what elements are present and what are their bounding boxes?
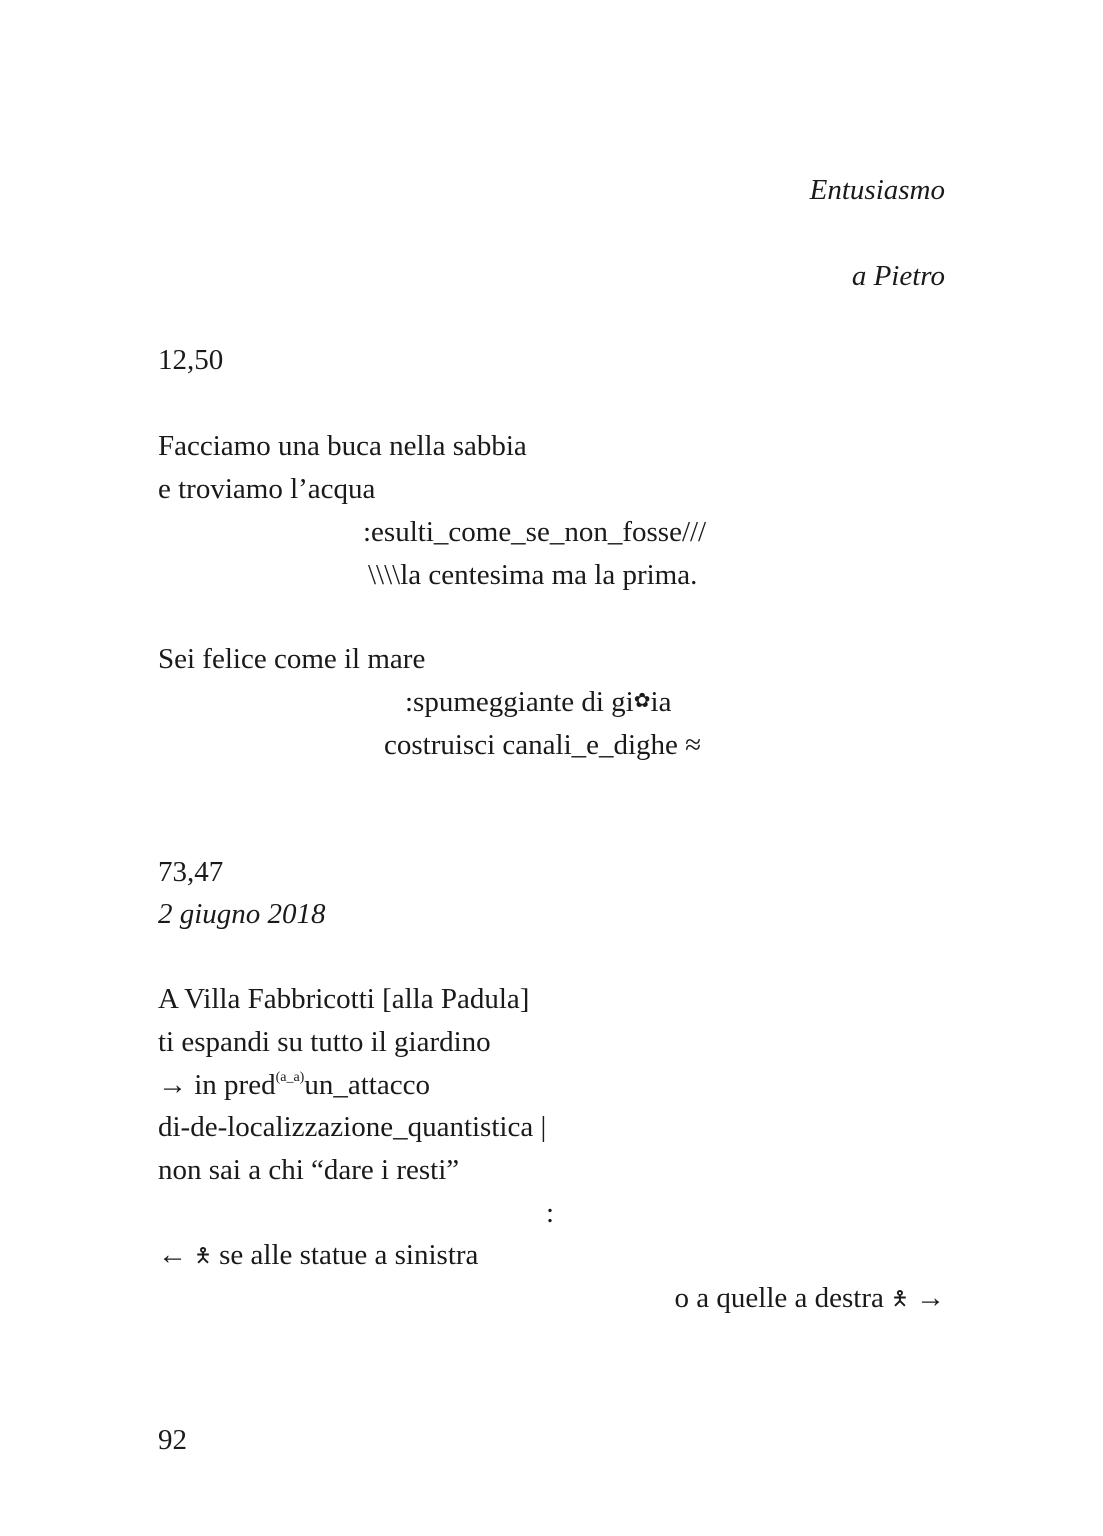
verse-line: e troviamo l’acqua [158, 473, 376, 505]
verse-text: un_attacco [304, 1069, 430, 1101]
person-figure-icon: 🯅 [891, 1288, 909, 1310]
section-date: 2 giugno 2018 [158, 898, 326, 930]
arrow-left-icon: ← [158, 1239, 187, 1271]
verse-line [158, 1241, 478, 1270]
verse-text: → in pred [158, 1069, 276, 1101]
page-number: 92 [158, 1424, 187, 1456]
verse-line: non sai a chi “dare i resti” [158, 1154, 460, 1186]
verse-line: ti espandi su tutto il giardino [158, 1026, 491, 1058]
section-time: 12,50 [158, 344, 224, 376]
verse-text: :spumeggiante di gi [405, 686, 634, 718]
arrow-right-icon: → [908, 1282, 945, 1314]
verse-line: A Villa Fabbricotti [alla Padula] [158, 983, 530, 1015]
verse-line [158, 1071, 430, 1100]
verse-line: :esulti_come_se_non_fosse/// [363, 516, 707, 548]
superscript: (a_a) [275, 1070, 305, 1085]
verse-line: \\\\la centesima ma la prima. [368, 559, 698, 591]
person-figure-icon: 🯅 [194, 1245, 212, 1267]
colon-mark: : [546, 1197, 555, 1229]
verse-line: Facciamo una buca nella sabbia [158, 430, 527, 462]
verse-line [675, 1284, 945, 1313]
verse-text: o a quelle a destra [674, 1282, 892, 1314]
verse-line: costruisci canali_e_dighe ≈ [384, 729, 702, 761]
verse-line [405, 688, 671, 717]
dedication: a Pietro [851, 260, 945, 292]
verse-line: di-de-localizzazione_quantistica | [158, 1111, 547, 1143]
verse-text: ia [650, 686, 672, 718]
verse-text: se alle statue a sinistra [211, 1239, 479, 1271]
verse-line: Sei felice come il mare [158, 643, 426, 675]
section-time: 73,47 [158, 856, 224, 888]
flower-icon: ✿ [633, 690, 651, 712]
poem-title: Entusiasmo [809, 174, 945, 206]
